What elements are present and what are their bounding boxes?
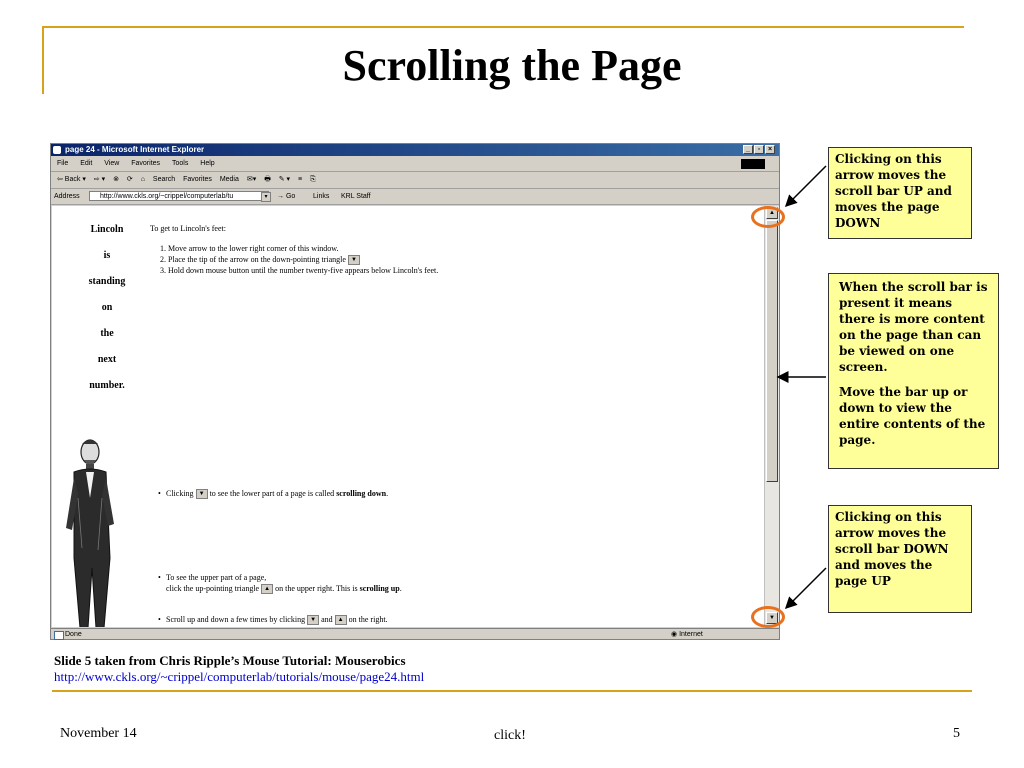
stop-icon[interactable]: ⊗ [113, 176, 119, 183]
callout-text: Clicking on this arrow moves the scroll bar UP and moves the page DOWN [835, 152, 952, 230]
go-label: Go [285, 193, 296, 200]
callout-scrollbar-info [828, 273, 999, 469]
links-label[interactable]: Links [313, 193, 330, 200]
callout-text: Clicking on this arrow moves the scroll bar DOWN and moves the page UP [835, 510, 949, 588]
address-bar [51, 189, 779, 205]
caption-link[interactable]: http://www.ckls.org/~crippel/computerlab/tutorials/mouse/page24.html [54, 669, 425, 684]
intro-text: To get to Lincoln's feet: [150, 224, 226, 233]
bullet-bold-text: scrolling down [336, 489, 387, 498]
minimize-button[interactable]: _ [743, 145, 753, 154]
bullet-text: on the upper right. This is [275, 584, 358, 593]
step-1: 1. Move arrow to the lower right corner of this window. [160, 244, 339, 253]
status-text: Done [65, 631, 82, 638]
menu-view[interactable]: View [104, 160, 120, 167]
left-word: number. [89, 380, 125, 391]
callout-text: Move the bar up or down to view the entire contents of the page. [839, 385, 986, 447]
browser-window [50, 143, 780, 640]
bullet-scroll-practice [166, 614, 388, 625]
highlight-ring-down [751, 606, 785, 628]
address-dropdown-icon[interactable]: ▾ [261, 192, 271, 202]
left-word: standing [88, 276, 126, 287]
down-triangle-icon: ▼ [348, 255, 360, 265]
bullet-text: on the right. [348, 615, 388, 624]
left-word: Lincoln [90, 224, 124, 235]
up-triangle-icon: ▲ [335, 615, 347, 625]
bullet-bold-text: scrolling up [359, 584, 400, 593]
search-button[interactable]: Search [152, 176, 176, 183]
bullet-text: • To see the upper part of a page, [166, 573, 267, 582]
browser-window-title: page 24 - Microsoft Internet Explorer [65, 145, 205, 154]
browser-titlebar [51, 144, 779, 156]
bullet-text: and [321, 615, 333, 624]
callout-text: When the scroll bar is present it means there is more content on the page than can be viewed on one screen. [839, 280, 988, 374]
callout-scroll-up [828, 147, 972, 239]
browser-toolbar [51, 172, 779, 189]
footer-center-text: click! [494, 728, 526, 743]
menu-bar [51, 157, 779, 172]
left-word: is [103, 250, 111, 261]
callout-scroll-down [828, 505, 972, 613]
status-bar [51, 628, 779, 640]
close-button[interactable]: × [765, 145, 775, 154]
messenger-icon[interactable]: ⎘ [310, 176, 316, 183]
bullet-scrolling-down: • Clicking ▼ to see the lower part of a page is called scrolling down. [166, 488, 388, 499]
menu-help[interactable]: Help [200, 160, 215, 167]
bullet-text: click the up-pointing triangle [166, 584, 260, 593]
mail-icon[interactable]: ✉▾ [246, 176, 257, 183]
scroll-down-arrow-icon[interactable]: ▼ [766, 612, 778, 624]
menu-tools[interactable]: Tools [172, 160, 189, 167]
discuss-icon[interactable]: ≡ [298, 176, 303, 183]
arrow-to-up-button [786, 166, 826, 206]
page-icon [54, 631, 64, 640]
caption-source: Slide 5 taken from Chris Ripple’s Mouse Tutorial: Mouserobics [54, 653, 406, 668]
slide-bottom-rule [52, 690, 972, 692]
up-triangle-icon: ▲ [261, 584, 273, 594]
print-icon[interactable]: 🖶 [264, 176, 271, 183]
step-2 [160, 254, 438, 265]
maximize-button[interactable]: ▫ [754, 145, 764, 154]
go-button[interactable]: → Go [277, 193, 296, 200]
scrollbar-thumb[interactable] [766, 220, 778, 482]
bullet-text: Clicking [166, 489, 194, 498]
address-input[interactable]: http://www.ckls.org/~crippel/computerlab/tu [89, 191, 269, 201]
left-word: the [100, 328, 114, 339]
down-triangle-icon: ▼ [196, 489, 208, 499]
bullet-scrolling-up [166, 572, 402, 594]
bullet-text: Scroll up and down a few times by clicking [166, 615, 306, 624]
vertical-scrollbar[interactable] [764, 206, 779, 627]
step-3: 3. Hold down mouse button until the number twenty-five appears below Lincoln's feet. [160, 266, 439, 276]
left-word: on [101, 302, 113, 313]
address-label: Address [54, 193, 80, 200]
refresh-icon[interactable]: ⟳ [126, 176, 133, 183]
highlight-ring-up [751, 206, 785, 228]
down-triangle-icon: ▼ [307, 615, 319, 625]
windows-logo-icon [741, 159, 765, 169]
menu-favorites[interactable]: Favorites [131, 160, 161, 167]
menu-file[interactable]: File [57, 160, 69, 167]
footer-date: November 14 [60, 726, 137, 741]
edit-icon[interactable]: ✎ ▾ [278, 176, 291, 183]
forward-button[interactable]: ⇨ ▾ [93, 176, 106, 183]
scroll-up-arrow-icon[interactable]: ▲ [766, 207, 778, 219]
zone-label: Internet [679, 631, 703, 638]
krl-staff-link[interactable]: KRL Staff [341, 193, 371, 200]
home-icon[interactable]: ⌂ [140, 176, 145, 183]
bullet-text: to see the lower part of a page is called [209, 489, 335, 498]
ie-icon [53, 146, 61, 154]
favorites-button[interactable]: Favorites [183, 176, 212, 183]
bullet-line-2: click the up-pointing triangle ▲ on the upper right. This is scrolling up. [166, 584, 402, 593]
left-word: next [97, 354, 117, 365]
web-page-content [52, 206, 764, 627]
menu-edit[interactable]: Edit [80, 160, 93, 167]
media-button[interactable]: Media [219, 176, 239, 183]
step-2-text: 2. Place the tip of the arrow on the down-pointing triangle [160, 255, 346, 264]
slide-top-rule [42, 26, 964, 28]
lincoln-illustration [60, 438, 124, 627]
security-zone: ◉ Internet [671, 631, 703, 638]
steps-list [160, 243, 438, 276]
arrow-to-down-button [786, 568, 826, 608]
slide-number: 5 [953, 726, 960, 741]
slide-caption [54, 653, 424, 685]
slide-title: Scrolling the Page [342, 41, 682, 90]
back-button[interactable]: ⇦ Back ▾ [57, 176, 86, 183]
